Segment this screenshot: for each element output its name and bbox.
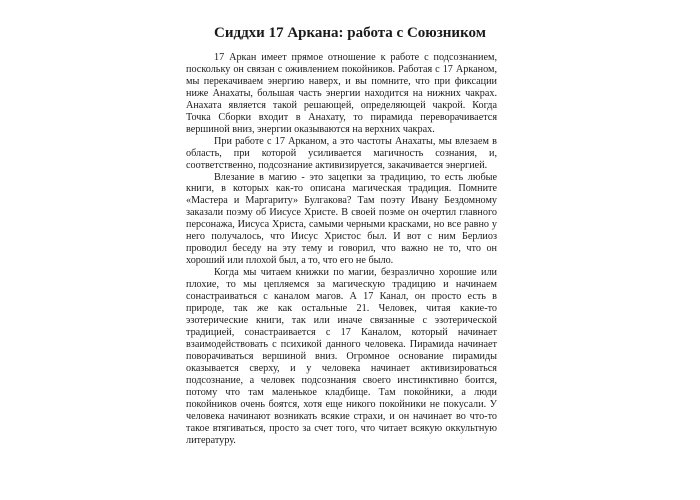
page-title: Сиддхи 17 Аркана: работа с Союзником: [214, 25, 486, 41]
paragraph-2: При работе с 17 Арканом, а это частоты Анахаты, мы влезаем в область, при которой усиливается магичность сознания, и, соответственно, подсознание активизируется, закачивается энергией.: [186, 135, 497, 171]
paragraph-3: Влезание в магию - это зацепки за традицию, то есть любые книги, в которых как-то описана магическая традиция. Помните «Мастера и Маргариту» Булгакова? Там поэту Ивану Бездомному заказали поэму об Иисусе Христе. В своей поэме он очертил главного персонажа, Иисуса Христа, самыми черными красками, но все равно у него получалось, что Иисус Христос был. И вот с ним Берлиоз проводил беседу на эту тему и говорил, что важно не то, что он хороший или плохой был, а то, что его не было.: [186, 171, 497, 267]
paragraph-1: 17 Аркан имеет прямое отношение к работе с подсознанием, поскольку он связан с оживлением покойников. Работая с 17 Арканом, мы перекачиваем энергию наверх, и вы помните, что при фиксации ниже Анахаты, большая часть энергии находится на нижних чакрах. Анахата является такой решающей, определяющей чакрой. Когда Точка Сборки входит в Анахату, то пирамида переворачивается вершиной вниз, энергии оказываются на верхних чакрах.: [186, 52, 497, 135]
document-body: [186, 52, 497, 446]
paragraph-4: Когда мы читаем книжки по магии, безразлично хорошие или плохие, то мы цепляемся за магическую традицию и начинаем сонастраиваться с каналом магов. А 17 Канал, он просто есть в природе, так же как остальные 21. Человек, читая какие-то эзотерические книги, так или иначе связанные с эзотерической традицией, сонастраивается с 17 Каналом, который начинает взаимодействовать с психикой данного человека. Пирамида начинает поворачиваться вершиной вниз. Огромное основание пирамиды оказывается сверху, и у человека начинает активизироваться подсознание, а человек подсознания своего инстинктивно боится, потому что там маленькое кладбище. Там покойники, а люди покойников очень боятся, хотя еще никого покойники не покусали. У человека начинают возникать всякие страхи, и он начинает во что-то такое втягиваться, просто за счет того, что читает всякую оккультную литературу.: [186, 267, 497, 446]
